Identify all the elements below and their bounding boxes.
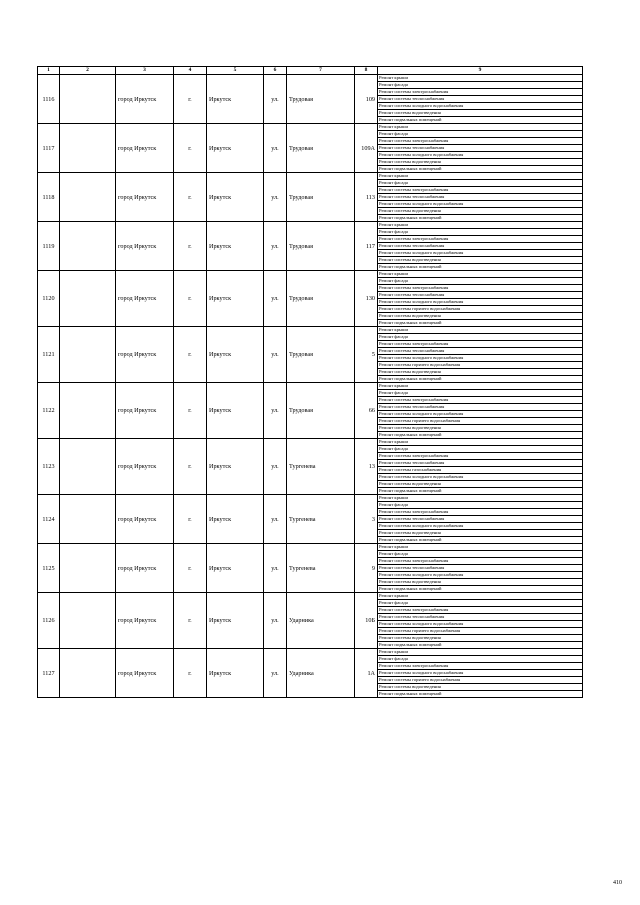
repair-program-table-page bbox=[37, 66, 582, 698]
settlement-type-cell: г. bbox=[174, 327, 207, 383]
repair-work-item: Ремонт крыши bbox=[378, 327, 583, 334]
repair-work-item: Ремонт системы холодного водоснабжения bbox=[378, 201, 583, 208]
house-number-cell: 109А bbox=[355, 124, 378, 173]
repair-work-item: Ремонт фасада bbox=[378, 600, 583, 607]
house-number-cell: 1А bbox=[355, 649, 378, 698]
settlement-cell: Иркутск bbox=[207, 383, 264, 439]
repair-work-item: Ремонт системы электроснабжения bbox=[378, 397, 583, 404]
table-row bbox=[38, 383, 583, 390]
column-number: 6 bbox=[264, 67, 287, 75]
street-type-cell: ул. bbox=[264, 173, 287, 222]
repair-work-item: Ремонт системы холодного водоснабжения bbox=[378, 411, 583, 418]
repair-work-item: Ремонт системы водоотведения bbox=[378, 369, 583, 376]
repair-work-item: Ремонт системы холодного водоснабжения bbox=[378, 355, 583, 362]
row-number: 1122 bbox=[38, 383, 60, 439]
settlement-cell: Иркутск bbox=[207, 271, 264, 327]
street-cell: Трудовая bbox=[287, 222, 355, 271]
repair-work-item: Ремонт системы газоснабжения bbox=[378, 467, 583, 474]
municipality-cell: город Иркутск bbox=[116, 649, 174, 698]
repair-work-item: Ремонт подвальных помещений bbox=[378, 166, 583, 173]
street-cell: Трудовая bbox=[287, 383, 355, 439]
blank-cell bbox=[60, 495, 116, 544]
street-type-cell: ул. bbox=[264, 495, 287, 544]
repair-work-item: Ремонт системы водоотведения bbox=[378, 208, 583, 215]
repair-work-item: Ремонт подвальных помещений bbox=[378, 432, 583, 439]
settlement-type-cell: г. bbox=[174, 544, 207, 593]
table-row bbox=[38, 173, 583, 180]
repair-work-item: Ремонт подвальных помещений bbox=[378, 376, 583, 383]
column-number-header-row bbox=[38, 67, 583, 75]
municipality-cell: город Иркутск bbox=[116, 222, 174, 271]
repair-work-item: Ремонт системы водоотведения bbox=[378, 635, 583, 642]
row-number: 1127 bbox=[38, 649, 60, 698]
blank-cell bbox=[60, 75, 116, 124]
blank-cell bbox=[60, 271, 116, 327]
row-number: 1119 bbox=[38, 222, 60, 271]
repair-work-item: Ремонт крыши bbox=[378, 593, 583, 600]
table-row bbox=[38, 495, 583, 502]
table-body bbox=[38, 75, 583, 698]
repair-work-item: Ремонт системы водоотведения bbox=[378, 110, 583, 117]
repair-work-item: Ремонт системы теплоснабжения bbox=[378, 404, 583, 411]
repair-work-item: Ремонт подвальных помещений bbox=[378, 691, 583, 698]
repair-work-item: Ремонт фасада bbox=[378, 502, 583, 509]
repair-work-item: Ремонт подвальных помещений bbox=[378, 586, 583, 593]
repair-work-item: Ремонт подвальных помещений bbox=[378, 264, 583, 271]
blank-cell bbox=[60, 593, 116, 649]
repair-work-item: Ремонт системы электроснабжения bbox=[378, 285, 583, 292]
house-number-cell: 117 bbox=[355, 222, 378, 271]
row-number: 1125 bbox=[38, 544, 60, 593]
repair-work-item: Ремонт системы теплоснабжения bbox=[378, 194, 583, 201]
municipality-cell: город Иркутск bbox=[116, 495, 174, 544]
repair-work-item: Ремонт фасада bbox=[378, 229, 583, 236]
settlement-cell: Иркутск bbox=[207, 649, 264, 698]
row-number: 1118 bbox=[38, 173, 60, 222]
settlement-cell: Иркутск bbox=[207, 173, 264, 222]
municipality-cell: город Иркутск bbox=[116, 544, 174, 593]
repair-work-item: Ремонт крыши bbox=[378, 173, 583, 180]
column-number: 2 bbox=[60, 67, 116, 75]
repair-work-item: Ремонт системы холодного водоснабжения bbox=[378, 670, 583, 677]
repair-work-item: Ремонт системы водоотведения bbox=[378, 425, 583, 432]
table-row bbox=[38, 544, 583, 551]
settlement-cell: Иркутск bbox=[207, 75, 264, 124]
repair-work-item: Ремонт крыши bbox=[378, 439, 583, 446]
repair-work-item: Ремонт подвальных помещений bbox=[378, 488, 583, 495]
municipality-cell: город Иркутск bbox=[116, 75, 174, 124]
row-number: 1126 bbox=[38, 593, 60, 649]
street-cell: Трудовая bbox=[287, 327, 355, 383]
municipality-cell: город Иркутск bbox=[116, 383, 174, 439]
street-cell: Ударника bbox=[287, 593, 355, 649]
repair-work-item: Ремонт системы теплоснабжения bbox=[378, 145, 583, 152]
street-type-cell: ул. bbox=[264, 271, 287, 327]
repair-work-item: Ремонт системы горячего водоснабжения bbox=[378, 677, 583, 684]
column-number: 8 bbox=[355, 67, 378, 75]
repair-work-item: Ремонт системы электроснабжения bbox=[378, 236, 583, 243]
house-number-cell: 109 bbox=[355, 75, 378, 124]
repair-work-item: Ремонт системы электроснабжения bbox=[378, 138, 583, 145]
repair-work-item: Ремонт системы холодного водоснабжения bbox=[378, 523, 583, 530]
page-number: 410 bbox=[613, 880, 622, 886]
repair-work-item: Ремонт системы электроснабжения bbox=[378, 89, 583, 96]
table-row bbox=[38, 327, 583, 334]
settlement-type-cell: г. bbox=[174, 75, 207, 124]
street-type-cell: ул. bbox=[264, 222, 287, 271]
repair-work-item: Ремонт системы водоотведения bbox=[378, 684, 583, 691]
street-type-cell: ул. bbox=[264, 649, 287, 698]
street-cell: Ударника bbox=[287, 649, 355, 698]
repair-work-item: Ремонт системы электроснабжения bbox=[378, 663, 583, 670]
settlement-cell: Иркутск bbox=[207, 495, 264, 544]
repair-work-item: Ремонт системы электроснабжения bbox=[378, 509, 583, 516]
settlement-type-cell: г. bbox=[174, 271, 207, 327]
column-number: 3 bbox=[116, 67, 174, 75]
table-row bbox=[38, 271, 583, 278]
street-cell: Трудовая bbox=[287, 75, 355, 124]
municipality-cell: город Иркутск bbox=[116, 173, 174, 222]
repair-work-item: Ремонт крыши bbox=[378, 124, 583, 131]
repair-work-item: Ремонт системы теплоснабжения bbox=[378, 292, 583, 299]
row-number: 1123 bbox=[38, 439, 60, 495]
repair-work-item: Ремонт системы водоотведения bbox=[378, 530, 583, 537]
row-number: 1121 bbox=[38, 327, 60, 383]
settlement-type-cell: г. bbox=[174, 593, 207, 649]
house-number-cell: 5 bbox=[355, 327, 378, 383]
settlement-type-cell: г. bbox=[174, 439, 207, 495]
street-type-cell: ул. bbox=[264, 383, 287, 439]
repair-work-item: Ремонт системы теплоснабжения bbox=[378, 614, 583, 621]
repair-work-item: Ремонт системы холодного водоснабжения bbox=[378, 103, 583, 110]
street-type-cell: ул. bbox=[264, 124, 287, 173]
settlement-cell: Иркутск bbox=[207, 544, 264, 593]
house-number-cell: 113 bbox=[355, 173, 378, 222]
blank-cell bbox=[60, 544, 116, 593]
street-cell: Трудовая bbox=[287, 173, 355, 222]
repair-work-item: Ремонт фасада bbox=[378, 82, 583, 89]
repair-work-item: Ремонт фасада bbox=[378, 446, 583, 453]
street-type-cell: ул. bbox=[264, 75, 287, 124]
house-number-cell: 130 bbox=[355, 271, 378, 327]
row-number: 1120 bbox=[38, 271, 60, 327]
blank-cell bbox=[60, 439, 116, 495]
row-number: 1124 bbox=[38, 495, 60, 544]
repair-work-item: Ремонт подвальных помещений bbox=[378, 215, 583, 222]
repair-work-item: Ремонт системы теплоснабжения bbox=[378, 565, 583, 572]
repair-work-item: Ремонт системы холодного водоснабжения bbox=[378, 621, 583, 628]
blank-cell bbox=[60, 173, 116, 222]
settlement-cell: Иркутск bbox=[207, 439, 264, 495]
repair-work-item: Ремонт системы теплоснабжения bbox=[378, 243, 583, 250]
house-number-cell: 66 bbox=[355, 383, 378, 439]
municipality-cell: город Иркутск bbox=[116, 439, 174, 495]
street-type-cell: ул. bbox=[264, 593, 287, 649]
repair-work-item: Ремонт системы электроснабжения bbox=[378, 558, 583, 565]
blank-cell bbox=[60, 222, 116, 271]
repair-work-item: Ремонт системы горячего водоснабжения bbox=[378, 362, 583, 369]
row-number: 1117 bbox=[38, 124, 60, 173]
settlement-cell: Иркутск bbox=[207, 327, 264, 383]
repair-work-item: Ремонт системы теплоснабжения bbox=[378, 96, 583, 103]
column-number: 9 bbox=[378, 67, 583, 75]
row-number: 1116 bbox=[38, 75, 60, 124]
repair-work-item: Ремонт крыши bbox=[378, 649, 583, 656]
repair-work-item: Ремонт фасада bbox=[378, 656, 583, 663]
settlement-cell: Иркутск bbox=[207, 593, 264, 649]
repair-work-item: Ремонт крыши bbox=[378, 495, 583, 502]
blank-cell bbox=[60, 124, 116, 173]
repair-work-item: Ремонт фасада bbox=[378, 334, 583, 341]
blank-cell bbox=[60, 383, 116, 439]
repair-work-item: Ремонт системы электроснабжения bbox=[378, 607, 583, 614]
street-cell: Тургенева bbox=[287, 495, 355, 544]
repair-work-item: Ремонт системы холодного водоснабжения bbox=[378, 474, 583, 481]
table-row bbox=[38, 75, 583, 82]
repair-work-item: Ремонт фасада bbox=[378, 278, 583, 285]
table-row bbox=[38, 124, 583, 131]
house-number-cell: 10Б bbox=[355, 593, 378, 649]
table-row bbox=[38, 593, 583, 600]
repair-work-item: Ремонт крыши bbox=[378, 75, 583, 82]
house-number-cell: 3 bbox=[355, 495, 378, 544]
settlement-type-cell: г. bbox=[174, 124, 207, 173]
repair-work-item: Ремонт системы холодного водоснабжения bbox=[378, 299, 583, 306]
repair-work-item: Ремонт системы холодного водоснабжения bbox=[378, 572, 583, 579]
repair-work-item: Ремонт системы электроснабжения bbox=[378, 341, 583, 348]
repair-work-item: Ремонт крыши bbox=[378, 383, 583, 390]
municipality-cell: город Иркутск bbox=[116, 593, 174, 649]
column-number: 4 bbox=[174, 67, 207, 75]
repair-work-item: Ремонт системы водоотведения bbox=[378, 159, 583, 166]
municipality-cell: город Иркутск bbox=[116, 327, 174, 383]
repair-work-item: Ремонт системы холодного водоснабжения bbox=[378, 152, 583, 159]
repair-work-item: Ремонт системы горячего водоснабжения bbox=[378, 418, 583, 425]
table-row bbox=[38, 439, 583, 446]
table-row bbox=[38, 649, 583, 656]
repair-work-item: Ремонт крыши bbox=[378, 544, 583, 551]
municipality-cell: город Иркутск bbox=[116, 124, 174, 173]
repair-work-item: Ремонт подвальных помещений bbox=[378, 642, 583, 649]
repair-work-item: Ремонт крыши bbox=[378, 222, 583, 229]
street-cell: Трудовая bbox=[287, 271, 355, 327]
street-type-cell: ул. bbox=[264, 439, 287, 495]
blank-cell bbox=[60, 327, 116, 383]
repair-work-item: Ремонт системы электроснабжения bbox=[378, 453, 583, 460]
column-number: 5 bbox=[207, 67, 264, 75]
repair-work-item: Ремонт фасада bbox=[378, 551, 583, 558]
repair-work-item: Ремонт фасада bbox=[378, 180, 583, 187]
repair-work-item: Ремонт системы теплоснабжения bbox=[378, 516, 583, 523]
house-number-cell: 9 bbox=[355, 544, 378, 593]
repair-work-item: Ремонт системы электроснабжения bbox=[378, 187, 583, 194]
repair-work-item: Ремонт крыши bbox=[378, 271, 583, 278]
settlement-type-cell: г. bbox=[174, 383, 207, 439]
repair-work-item: Ремонт системы водоотведения bbox=[378, 313, 583, 320]
repair-work-item: Ремонт системы теплоснабжения bbox=[378, 460, 583, 467]
repair-program-table bbox=[37, 66, 583, 698]
blank-cell bbox=[60, 649, 116, 698]
repair-work-item: Ремонт подвальных помещений bbox=[378, 320, 583, 327]
settlement-cell: Иркутск bbox=[207, 124, 264, 173]
repair-work-item: Ремонт системы водоотведения bbox=[378, 257, 583, 264]
municipality-cell: город Иркутск bbox=[116, 271, 174, 327]
repair-work-item: Ремонт системы водоотведения bbox=[378, 579, 583, 586]
repair-work-item: Ремонт подвальных помещений bbox=[378, 537, 583, 544]
street-cell: Трудовая bbox=[287, 124, 355, 173]
table-row bbox=[38, 222, 583, 229]
column-number: 7 bbox=[287, 67, 355, 75]
repair-work-item: Ремонт системы горячего водоснабжения bbox=[378, 306, 583, 313]
settlement-type-cell: г. bbox=[174, 649, 207, 698]
repair-work-item: Ремонт системы холодного водоснабжения bbox=[378, 250, 583, 257]
street-type-cell: ул. bbox=[264, 544, 287, 593]
repair-work-item: Ремонт системы горячего водоснабжения bbox=[378, 628, 583, 635]
repair-work-item: Ремонт фасада bbox=[378, 131, 583, 138]
settlement-type-cell: г. bbox=[174, 173, 207, 222]
repair-work-item: Ремонт подвальных помещений bbox=[378, 117, 583, 124]
repair-work-item: Ремонт фасада bbox=[378, 390, 583, 397]
settlement-cell: Иркутск bbox=[207, 222, 264, 271]
street-cell: Тургенева bbox=[287, 439, 355, 495]
column-number: 1 bbox=[38, 67, 60, 75]
repair-work-item: Ремонт системы водоотведения bbox=[378, 481, 583, 488]
settlement-type-cell: г. bbox=[174, 495, 207, 544]
street-cell: Тургенева bbox=[287, 544, 355, 593]
house-number-cell: 13 bbox=[355, 439, 378, 495]
repair-work-item: Ремонт системы теплоснабжения bbox=[378, 348, 583, 355]
settlement-type-cell: г. bbox=[174, 222, 207, 271]
street-type-cell: ул. bbox=[264, 327, 287, 383]
